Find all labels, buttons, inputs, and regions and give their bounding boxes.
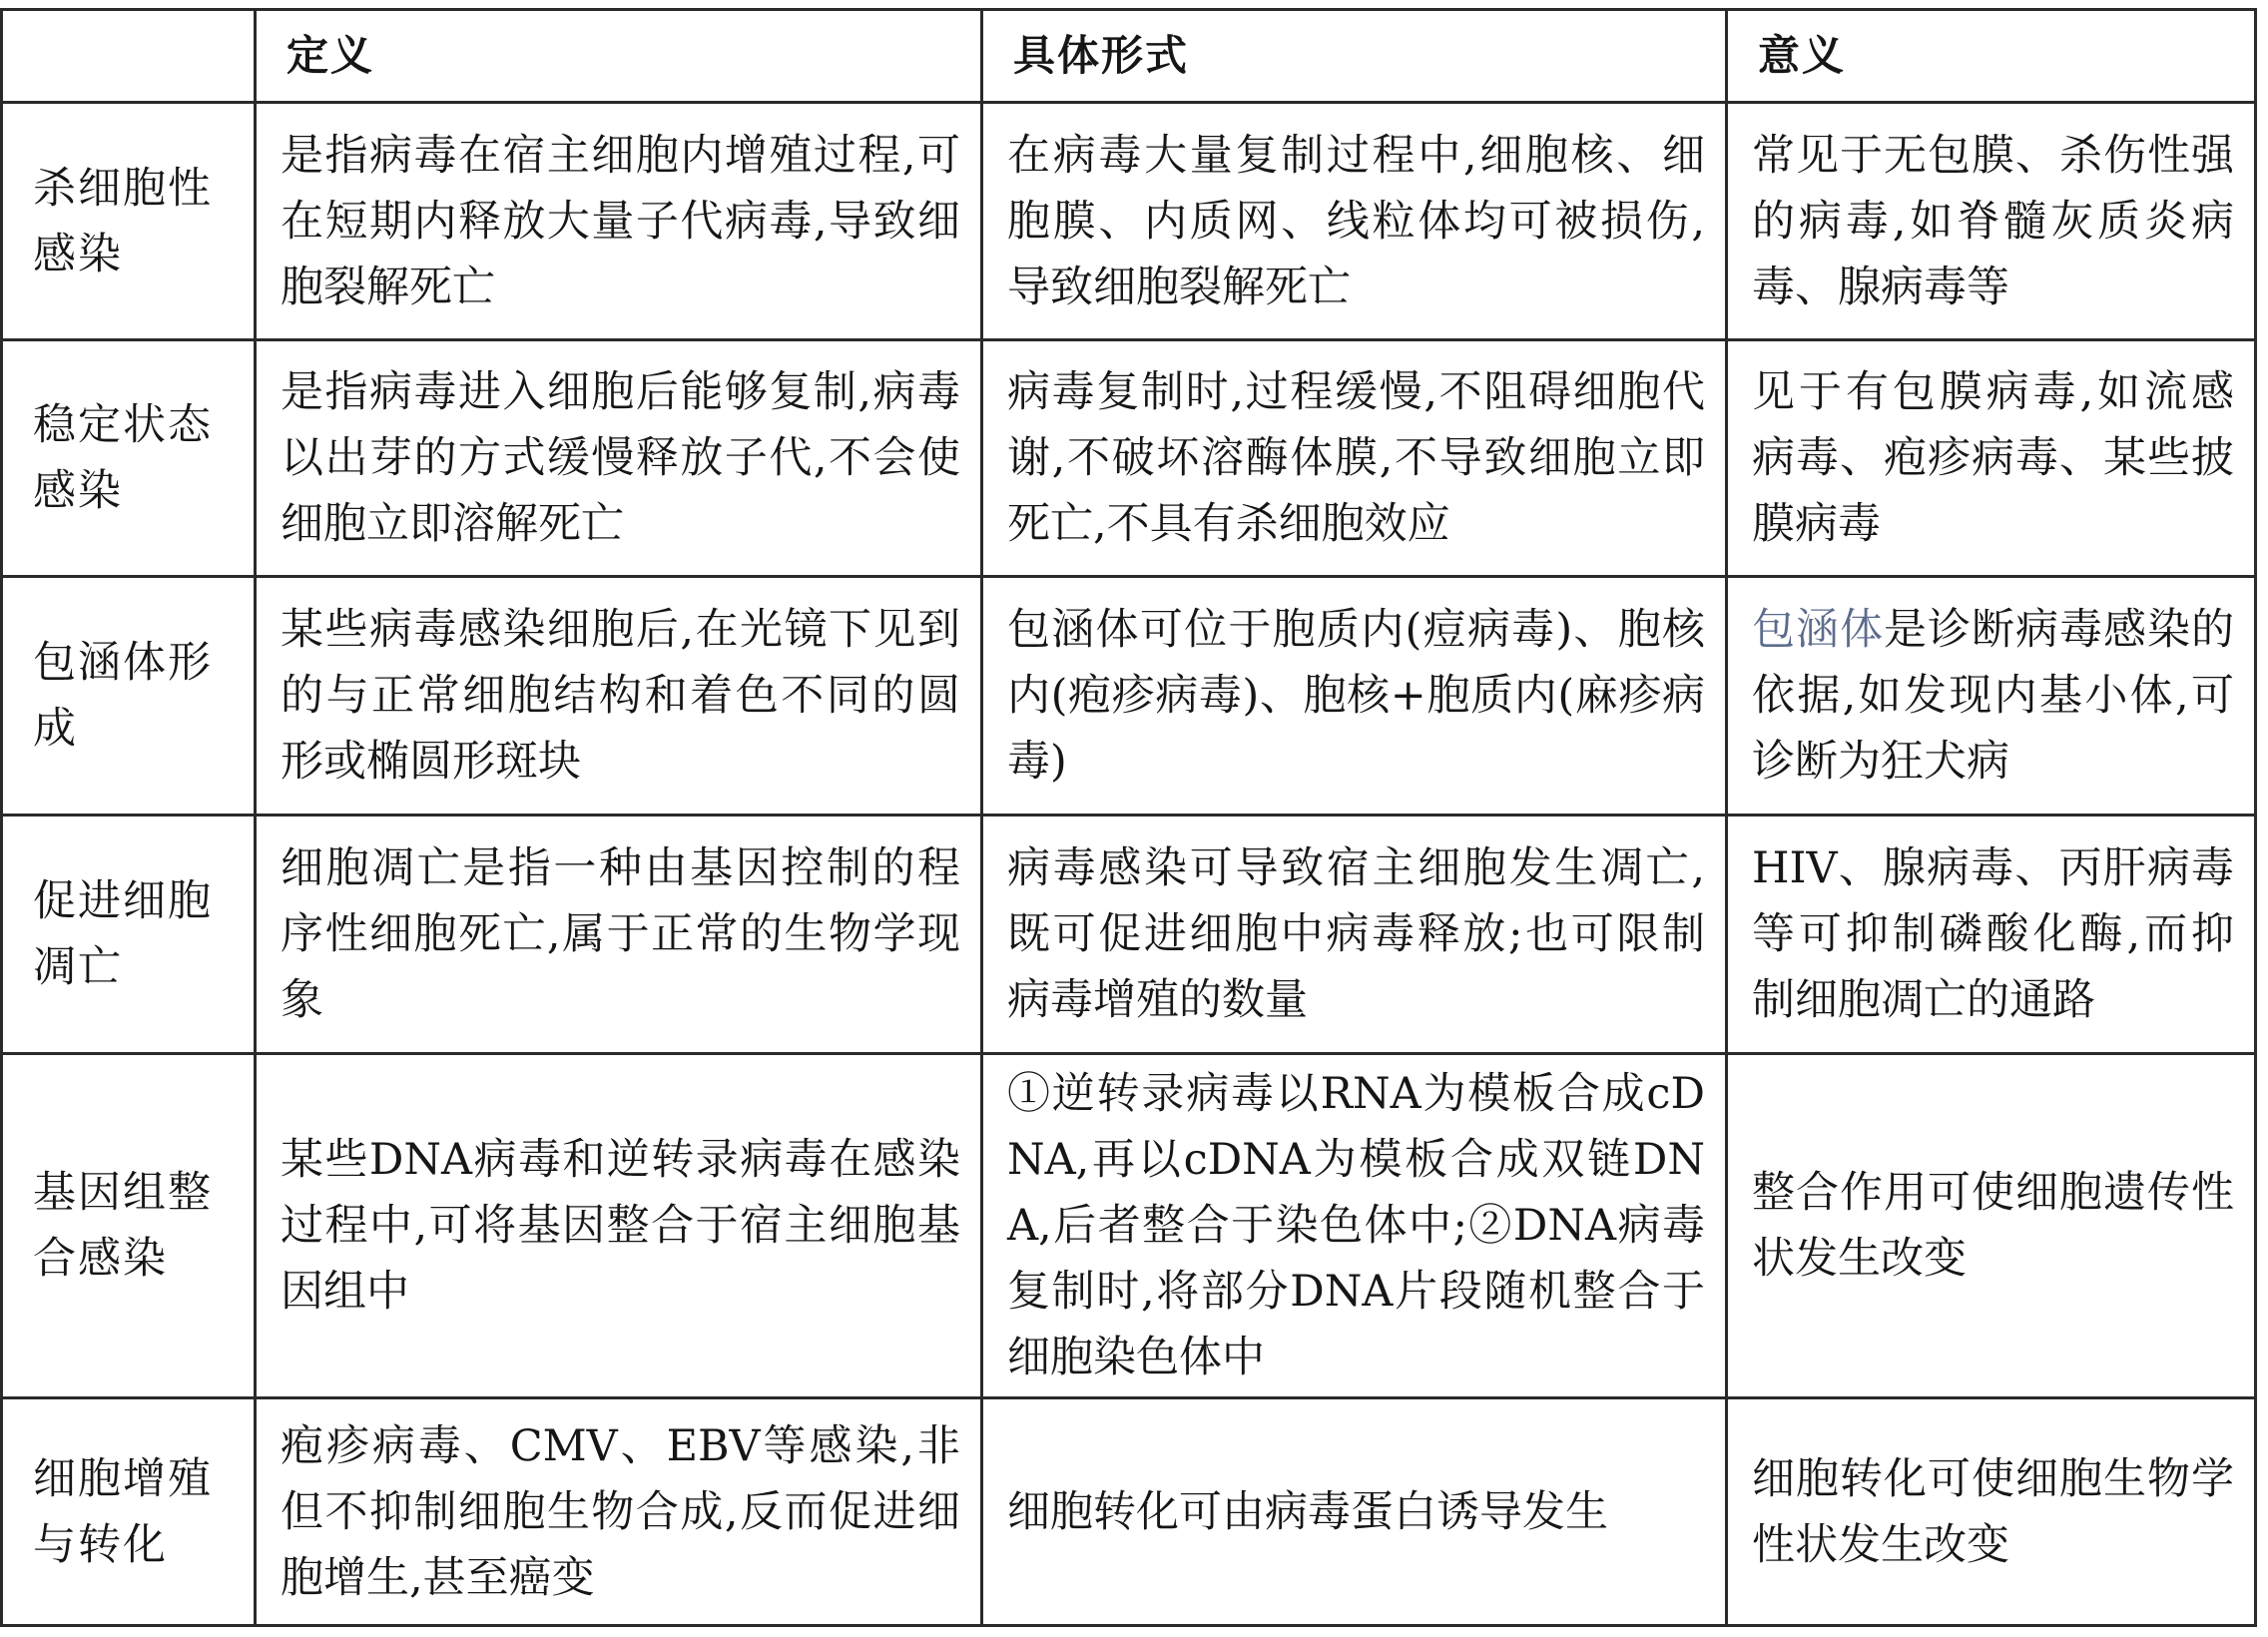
header-form: 具体形式 (982, 10, 1727, 103)
significance-cell: 见于有包膜病毒,如流感病毒、疱疹病毒、某些披膜病毒 (1727, 340, 2256, 577)
form-cell: 病毒感染可导致宿主细胞发生凋亡,既可促进细胞中病毒释放;也可限制病毒增殖的数量 (982, 816, 1727, 1054)
form-cell: 包涵体可位于胞质内(痘病毒)、胞核内(疱疹病毒)、胞核+胞质内(麻疹病毒) (982, 577, 1727, 816)
definition-cell: 某些DNA病毒和逆转录病毒在感染过程中,可将基因整合于宿主细胞基因组中 (256, 1054, 982, 1398)
significance-cell: HIV、腺病毒、丙肝病毒等可抑制磷酸化酶,而抑制细胞凋亡的通路 (1727, 816, 2256, 1054)
definition-cell: 疱疹病毒、CMV、EBV等感染,非但不抑制细胞生物合成,反而促进细胞增生,甚至癌变 (256, 1398, 982, 1626)
significance-cell: 细胞转化可使细胞生物学性状发生改变 (1727, 1398, 2256, 1626)
table-row (2, 816, 2256, 1054)
table-row (2, 1054, 2256, 1398)
form-cell: ①逆转录病毒以RNA为模板合成cDNA,再以cDNA为模板合成双链DNA,后者整合于染色体中;②DNA病毒复制时,将部分DNA片段随机整合于细胞染色体中 (982, 1054, 1727, 1398)
definition-cell: 是指病毒在宿主细胞内增殖过程,可在短期内释放大量子代病毒,导致细胞裂解死亡 (256, 103, 982, 340)
virus-infection-table (0, 8, 2257, 1627)
row-label: 杀细胞性感染 (2, 103, 256, 340)
form-cell: 在病毒大量复制过程中,细胞核、细胞膜、内质网、线粒体均可被损伤,导致细胞裂解死亡 (982, 103, 1727, 340)
table-header-row (2, 10, 2256, 103)
virus-infection-table-container (0, 8, 2254, 1627)
definition-cell: 是指病毒进入细胞后能够复制,病毒以出芽的方式缓慢释放子代,不会使细胞立即溶解死亡 (256, 340, 982, 577)
row-label: 稳定状态感染 (2, 340, 256, 577)
significance-cell (1727, 577, 2256, 816)
highlighted-term: 包涵体 (1752, 605, 1884, 655)
header-significance: 意义 (1727, 10, 2256, 103)
significance-text: 是诊断病毒感染的依据,如发现内基小体,可诊断为狂犬病 (1752, 605, 2234, 787)
significance-cell: 常见于无包膜、杀伤性强的病毒,如脊髓灰质炎病毒、腺病毒等 (1727, 103, 2256, 340)
row-label: 基因组整合感染 (2, 1054, 256, 1398)
table-row (2, 103, 2256, 340)
header-definition: 定义 (256, 10, 982, 103)
row-label: 促进细胞凋亡 (2, 816, 256, 1054)
table-row (2, 1398, 2256, 1626)
definition-cell: 某些病毒感染细胞后,在光镜下见到的与正常细胞结构和着色不同的圆形或椭圆形斑块 (256, 577, 982, 816)
table-row (2, 340, 2256, 577)
form-cell: 细胞转化可由病毒蛋白诱导发生 (982, 1398, 1727, 1626)
definition-cell: 细胞凋亡是指一种由基因控制的程序性细胞死亡,属于正常的生物学现象 (256, 816, 982, 1054)
row-label: 包涵体形成 (2, 577, 256, 816)
row-label: 细胞增殖与转化 (2, 1398, 256, 1626)
significance-cell: 整合作用可使细胞遗传性状发生改变 (1727, 1054, 2256, 1398)
form-cell: 病毒复制时,过程缓慢,不阻碍细胞代谢,不破坏溶酶体膜,不导致细胞立即死亡,不具有杀细胞效应 (982, 340, 1727, 577)
table-row (2, 577, 2256, 816)
header-blank-cell (2, 10, 256, 103)
